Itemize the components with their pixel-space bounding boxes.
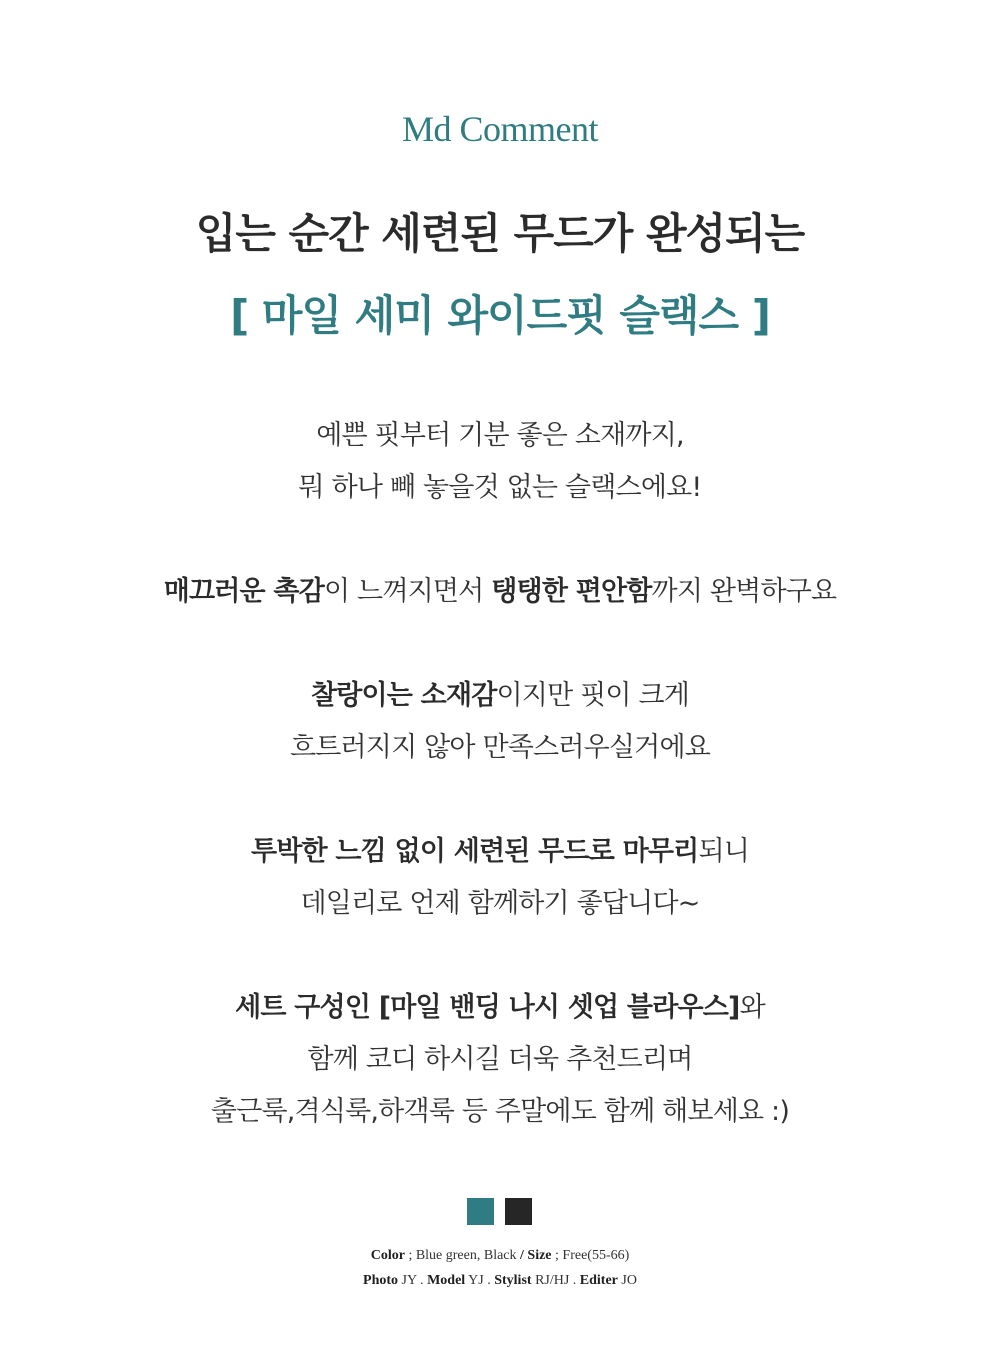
- highlight-text: 투박한 느낌 없이 세련된 무드로 마무리: [250, 836, 699, 867]
- size-value: ; Free(55-66): [555, 1248, 630, 1263]
- color-label: Color: [370, 1248, 405, 1263]
- editor-value: JO: [621, 1273, 637, 1288]
- color-swatch-black: [505, 1198, 532, 1225]
- comment-line: 데일리로 언제 함께하기 좋답니다~: [300, 888, 700, 919]
- editor-label: Editer: [579, 1273, 618, 1288]
- color-swatch-blue-green: [467, 1198, 494, 1225]
- product-spec-line: [0, 1246, 1000, 1266]
- highlight-text: 세트 구성인 [마일 밴딩 나시 셋업 블라우스]: [235, 992, 740, 1023]
- comment-paragraph-1: [0, 410, 1000, 514]
- spec-separator: /: [520, 1248, 524, 1263]
- comment-paragraph-5: [0, 982, 1000, 1138]
- comment-line: [0, 826, 1000, 878]
- photo-label: Photo: [363, 1273, 399, 1288]
- staff-credits-line: [0, 1271, 1000, 1291]
- model-value: YJ .: [468, 1273, 491, 1288]
- plain-text: 되니: [698, 836, 750, 867]
- comment-line: 출근룩,격식룩,하객룩 등 주말에도 함께 해보세요 :): [210, 1096, 790, 1127]
- stylist-value: RJ/HJ .: [535, 1273, 577, 1288]
- comment-line: [0, 670, 1000, 722]
- comment-line: 함께 코디 하시길 더욱 추천드리며: [307, 1044, 693, 1075]
- stylist-label: Stylist: [494, 1273, 532, 1288]
- plain-text: 까지 완벽하구요: [651, 576, 837, 607]
- comment-line: 예쁜 핏부터 기분 좋은 소재까지,: [316, 420, 684, 451]
- size-label: Size: [527, 1248, 552, 1263]
- comment-paragraph-4: [0, 826, 1000, 930]
- model-label: Model: [427, 1273, 466, 1288]
- plain-text: 와: [739, 992, 765, 1023]
- comment-paragraph-3: [0, 670, 1000, 774]
- comment-line: [0, 566, 1000, 618]
- comment-paragraph-2: [0, 566, 1000, 618]
- comment-line: 뭐 하나 빼 놓을것 없는 슬랙스에요!: [298, 472, 702, 503]
- color-swatches: [467, 1198, 533, 1225]
- headline: 입는 순간 세련된 무드가 완성되는: [195, 209, 805, 258]
- photo-value: JY .: [401, 1273, 424, 1288]
- comment-line: 흐트러지지 않아 만족스러우실거에요: [289, 732, 711, 763]
- comment-line: [0, 982, 1000, 1034]
- color-value: ; Blue green, Black: [408, 1248, 517, 1263]
- highlight-text: 매끄러운 촉감: [163, 576, 324, 607]
- plain-text: 이 느껴지면서: [323, 576, 492, 607]
- highlight-text: 찰랑이는 소재감: [310, 680, 497, 711]
- section-eyebrow: Md Comment: [401, 109, 598, 149]
- plain-text: 이지만 핏이 크게: [496, 680, 690, 711]
- product-name: [ 마일 세미 와이드핏 슬랙스 ]: [230, 291, 770, 340]
- highlight-text: 탱탱한 편안함: [491, 576, 652, 607]
